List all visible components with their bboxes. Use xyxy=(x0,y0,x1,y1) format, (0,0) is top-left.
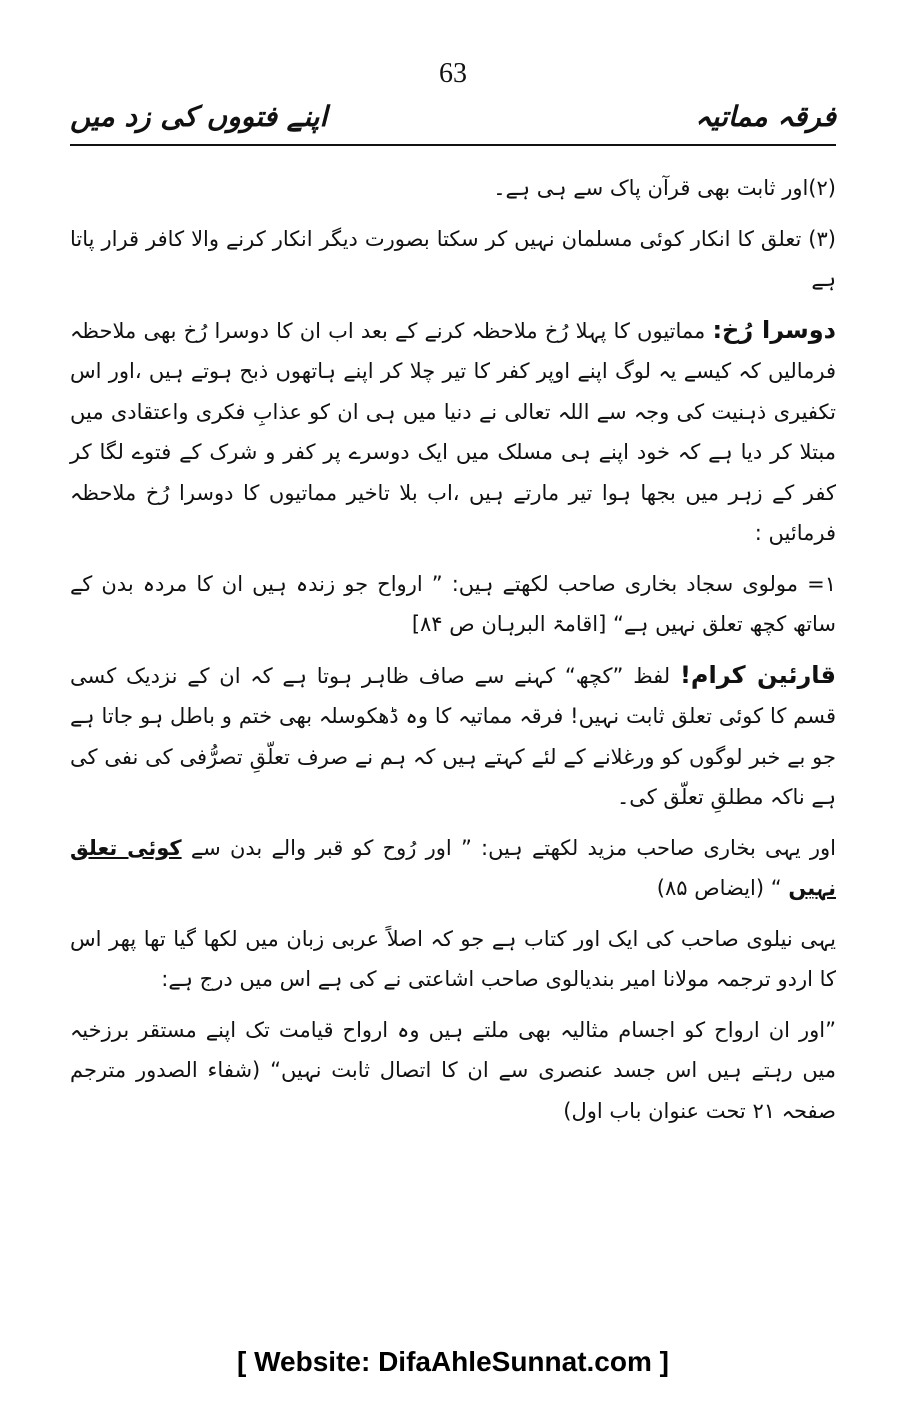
quote-2-emphasis: کوئی تعلق نہیں xyxy=(70,835,836,900)
paragraph-point-2: (۲)اور ثابت بھی قرآن پاک سے ہی ہے۔ xyxy=(493,176,836,200)
paragraph-other-book: یہی نیلوی صاحب کی ایک اور کتاب ہے جو کہ اصلاً عربی زبان میں لکھا گیا تھا پھر اس کا اردو ترجمہ مولانا امیر بندیالوی صاحب اشاعتی نے کی ہے اس میں درج ہے: xyxy=(70,926,836,991)
second-aspect-text: مماتیوں کا پہلا رُخ ملاحظہ کرنے کے بعد اب ان کا دوسرا رُخ بھی ملاحظہ فرمالیں کہ کیسے یہ لوگ اپنے اوپر کفر کا تیر چلا کر اپنے ہاتھوں ذبح ہوتے ہیں ،اور اس تکفیری ذہنیت کی وجہ سے اللہ تعالی نے دنیا میں ہی ان کو عذابِ فکری واعتقادی میں مبتلا کر دیا ہے کہ خود اپنے ہی مسلک میں ایک دوسرے پر کفر و شرک کے فتوے لگا کر کفر کے زہر میں بجھا ہوا تیر مارتے ہیں ،اب بلا تاخیر مماتیوں کا دوسرا رُخ ملاحظہ فرمائیں : xyxy=(70,318,836,545)
paragraph-point-3: (۳) تعلق کا انکار کوئی مسلمان نہیں کر سکتا بصورت دیگر انکار کرنے والا کافر قرار پاتا ہے xyxy=(70,226,836,291)
header-book-title: فرقہ مماتیہ xyxy=(695,100,836,133)
paragraph-quote-3: ”اور ان ارواح کو اجسام مثالیہ بھی ملتے ہیں وہ ارواح قیامت تک اپنے مستقر برزخیہ میں رہتے ہیں اس جسد عنصری سے ان کا اتصال ثابت نہیں“ (شفاء الصدور مترجم صفحہ ۲۱ تحت عنوان باب اول) xyxy=(70,1017,836,1123)
website-footer: [ Website: DifaAhleSunnat.com ] xyxy=(237,1346,669,1377)
quote-2-citation: “ (ایضاص ۸۵) xyxy=(656,876,782,900)
page-number: 63 xyxy=(439,58,467,89)
paragraph-quote-2 xyxy=(70,828,836,909)
paragraph-quote-1: ۱= مولوی سجاد بخاری صاحب لکھتے ہیں: ” ارواح جو زندہ ہیں ان کا مردہ بدن کے ساتھ کچھ تعلق نہیں ہے“ [اقامۃ البرہان ص ۸۴] xyxy=(70,571,836,636)
running-header xyxy=(70,100,836,146)
readers-text: لفظ ”کچھ“ کہنے سے صاف ظاہر ہوتا ہے کہ ان کے نزدیک کسی قسم کا کوئی تعلق ثابت نہیں! فرقہ مماتیہ کا وہ ڈھکوسلہ بھی ختم و باطل ہو جاتا ہے جو بے خبر لوگوں کو ورغلانے کے لئے کہتے ہیں کہ ہم نے صرف تعلّقِ تصرُّفی کی نفی کی ہے ناکہ مطلقِ تعلّق کی۔ xyxy=(70,663,836,809)
body-text xyxy=(70,168,836,1141)
second-aspect-heading: دوسرا رُخ: xyxy=(712,315,836,344)
readers-heading: قارئین کرام! xyxy=(679,660,837,689)
paragraph-readers xyxy=(70,655,836,818)
header-chapter-title: اپنے فتووں کی زد میں xyxy=(70,100,328,133)
quote-2-text: اور یہی بخاری صاحب مزید لکھتے ہیں: ” اور رُوح کو قبر والے بدن سے xyxy=(190,835,837,860)
paragraph-second-aspect xyxy=(70,310,836,554)
